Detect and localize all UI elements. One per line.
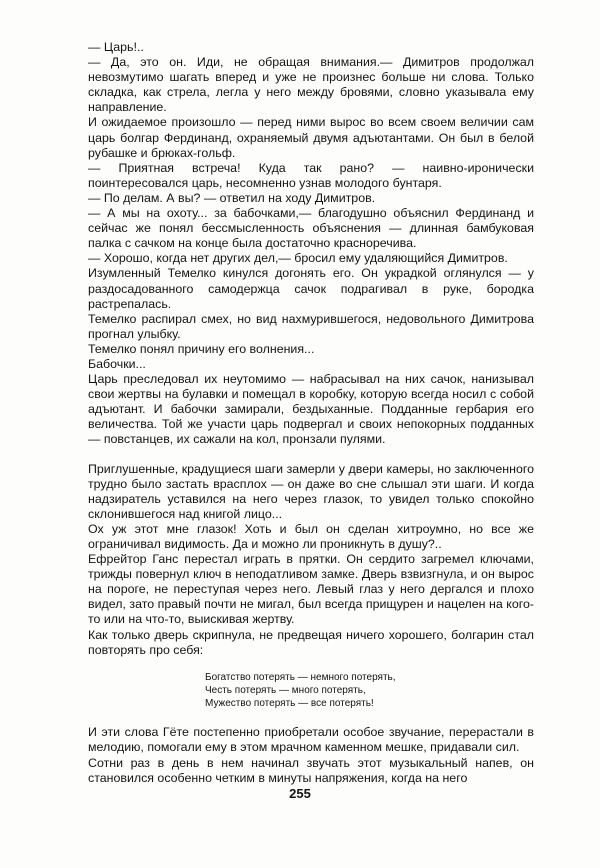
paragraph: Приглушенные, крадущиеся шаги замерли у двери камеры, но заключенного трудно было застать врасплох — он даже во сне слышал эти шаги. И когда надзиратель уставился на него через глазок, то увидел только спокойно склонившегося над книгой лицо... — [88, 461, 534, 521]
paragraph: — А мы на охоту... за бабочками,— благодушно объяснил Фердинанд и сейчас же понял бессмысленность объяснения — длинная бамбуковая палка с сачком на конце была достаточно красноречива. — [88, 206, 534, 251]
paragraph: — Да, это он. Иди, не обращая внимания.— Димитров продолжал невозмутимо шагать вперед и уже не произнес больше ни слова. Только складка, как стрела, легла у него между бровями, словно указывала ему направление. — [88, 55, 534, 115]
paragraph: — Хорошо, когда нет других дел,— бросил ему удаляющийся Димитров. — [88, 251, 508, 266]
paragraph: — Приятная встреча! Куда так рано? — наивно-иронически поинтересовался царь, несомненно узнав молодого бунтаря. — [88, 160, 534, 190]
body-text — [88, 40, 534, 786]
verse-line: Честь потерять — много потерять, — [205, 684, 366, 696]
section-break — [88, 448, 534, 462]
paragraph: — Царь!.. — [88, 40, 144, 54]
paragraph: Ефрейтор Ганс перестал играть в прятки. Он сердито загремел ключами, трижды повернул ключ в неподатливом замке. Дверь взвизгнула, и он вырос на пороге, не переступая через него. Левый глаз у него дергался и плохо видел, зато правый почти не мигал, был всегда прищурен и нацелен на кого-то или на что-то, выискивая жертву. — [88, 552, 534, 627]
paragraph: Сотни раз в день в нем начинал звучать этот музыкальный напев, он становился особенно четким в минуты напряжения, когда на него — [88, 755, 534, 785]
paragraph: Темелко понял причину его волнения... — [88, 341, 315, 356]
paragraph: Как только дверь скрипнула, не предвещая ничего хорошего, болгарин стал повторять про себя: — [88, 627, 534, 657]
paragraph: Бабочки... — [88, 356, 146, 371]
paragraph: И эти слова Гёте постепенно приобретали особое звучание, перерастали в мелодию, помогали ему в этом мрачном каменном мешке, придавали сил. — [88, 725, 534, 755]
paragraph: Ох уж этот мне глазок! Хоть и был он сделан хитроумно, но все же ограничивал видимость. Да и можно ли проникнуть в душу?.. — [88, 521, 534, 551]
goethe-verse — [205, 671, 534, 711]
paragraph: Царь преследовал их неутомимо — набрасывал на них сачок, нанизывал свои жертвы на булавки и помещал в коробку, которую всегда носил с собой адъютант. И бабочки замирали, бездыханные. Подданные гербария его величества. Той же участи царь подвергал и своих непокорных подданных — повстанцев, их сажали на кол, пронзали пулями. — [88, 372, 534, 447]
paragraph: И ожидаемое произошло — перед ними вырос во всем своем величии сам царь болгар Фердинанд, охраняемый двумя адъютантами. Он был в белой рубашке и брюках-гольф. — [88, 115, 534, 160]
paragraph: Изумленный Темелко кинулся догонять его. Он украдкой оглянулся — у раздосадованного самодержца сачок подрагивал в руке, бородка растрепалась. — [88, 266, 534, 311]
page-number: 255 — [289, 786, 311, 801]
verse-line: Богатство потерять — немного потерять, — [205, 671, 396, 683]
paragraph: Темелко распирал смех, но вид нахмурившегося, недовольного Димитрова прогнал улыбку. — [88, 311, 534, 341]
verse-line: Мужество потерять — все потерять! — [205, 698, 374, 710]
paragraph: — По делам. А вы? — ответил на ходу Димитров. — [88, 190, 376, 205]
